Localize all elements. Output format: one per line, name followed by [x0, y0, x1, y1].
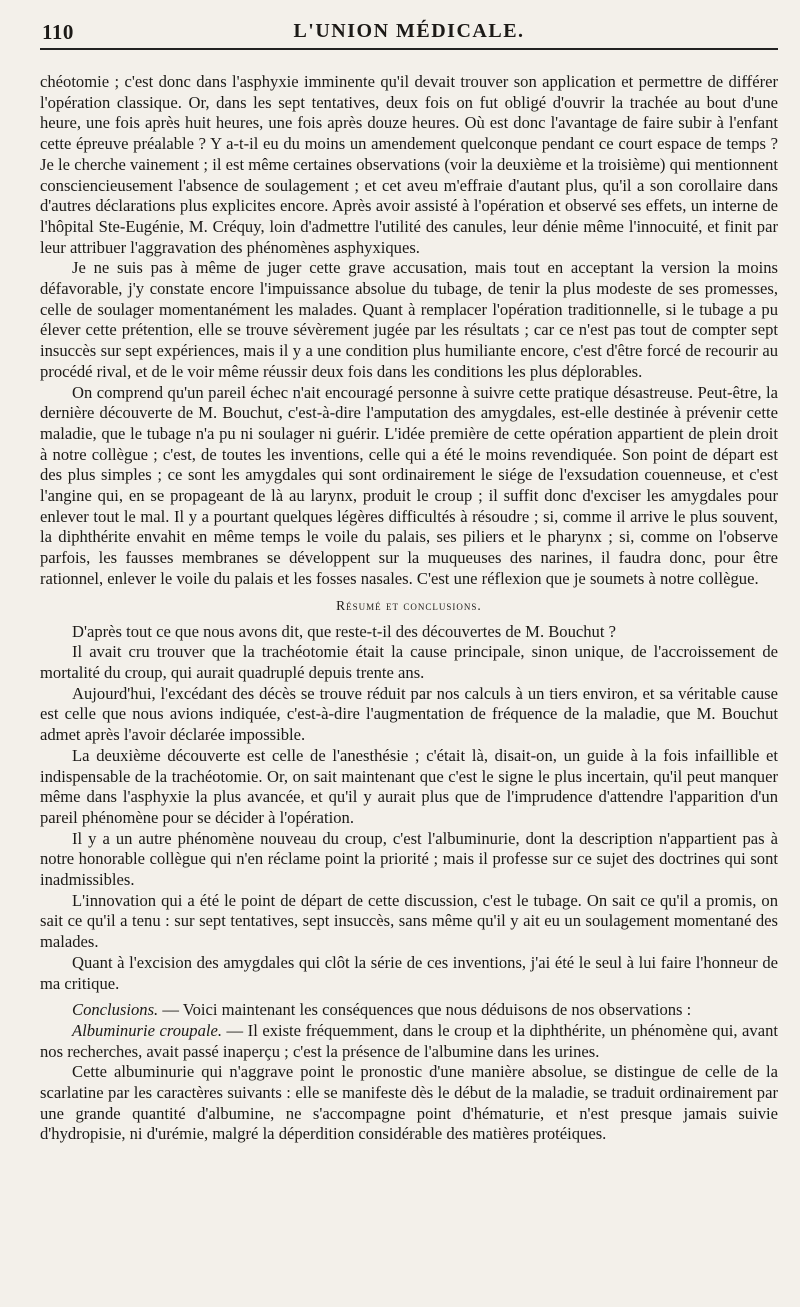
- paragraph: Cette albuminurie qui n'aggrave point le pronostic d'une manière absolue, se distingue de celle de la scarlatine par les caractères suivants : elle se manifeste dès le début de la maladie, se traduit ordinairement par une grande quantité d'albumine, ne s'accompagne point d'hématurie, et n'est presque jamais suivie d'hydropisie, ni d'urémie, malgré la déperdition considérable des matières protéiques.: [40, 1062, 778, 1144]
- paragraph: Aujourd'hui, l'excédant des décès se trouve réduit par nos calculs à un tiers environ, et sa véritable cause est celle que nous avions indiquée, c'est-à-dire l'augmentation de fréquence de la maladie, que M. Bouchut admet après l'avoir déclarée impossible.: [40, 683, 778, 745]
- conclusions-text: — Voici maintenant les conséquences que nous déduisons de nos observations :: [158, 1000, 692, 1020]
- paragraph: L'innovation qui a été le point de départ de cette discussion, c'est le tubage. On sait ce qu'il a promis, on sait ce qu'il a tenu : sur sept tentatives, sept insuccès, sans même qu'il y ait eu un soulagement momentané des malades.: [40, 890, 778, 952]
- paragraph: La deuxième découverte est celle de l'anesthésie ; c'était là, disait-on, un guide à la fois infaillible et indispensable de la trachéotomie. Or, on sait maintenant que c'est le signe le plus incertain, qu'il peut manquer même dans l'asphyxie la plus avancée, et qu'il y aurait plus que de l'imprudence d'attendre l'apparition d'un pareil phénomène pour se décider à l'opération.: [40, 745, 778, 827]
- conclusions-label: Conclusions.: [72, 1000, 159, 1020]
- body-text: [40, 72, 778, 1145]
- page-number: 110: [42, 20, 74, 44]
- paragraph: D'après tout ce que nous avons dit, que reste-t-il des découvertes de M. Bouchut ?: [72, 621, 616, 641]
- section-heading-text: Résumé et conclusions.: [336, 597, 482, 613]
- albuminuria-text: — Il existe fréquemment, dans le croup et la diphthérite, un phénomène qui, avant nos recherches, avait passé inaperçu ; c'est la présence de l'albumine dans les urines.: [40, 1020, 778, 1061]
- section-heading: [40, 597, 778, 615]
- albuminuria-label: Albuminurie croupale.: [72, 1020, 223, 1040]
- paragraph: chéotomie ; c'est donc dans l'asphyxie imminente qu'il devait trouver son application et permettre de différer l'opération classique. Or, dans les sept tentatives, deux fois on fut obligé d'ouvrir la trachée au bout d'une heure, une fois après huit heures, une fois après douze heures. Où est donc l'avantage de faire subir à l'enfant cette épreuve préalable ? Y a-t-il eu du moins un amendement quelconque pendant ce court espace de temps ? Je le cherche vainement ; il est même certaines observations (voir la deuxième et la troisième) qui mentionnent consciencieusement l'absence de soulagement ; et cet aveu m'effraie d'autant plus, qu'il a son corollaire dans d'autres déclarations plus explicites encore. Après avoir assisté à l'opération et observé ses effets, un interne de l'hôpital Ste-Eugénie, M. Créquy, loin d'admettre l'utilité des canules, leur dénie même l'innocuité, et finit par leur attribuer l'aggravation des phénomènes asphyxiques.: [40, 72, 778, 257]
- albuminuria-paragraph: [40, 1021, 778, 1062]
- running-title: L'UNION MÉDICALE.: [293, 20, 525, 42]
- paragraph: On comprend qu'un pareil échec n'ait encouragé personne à suivre cette pratique désastreuse. Peut-être, la dernière découverte de M. Bouchut, c'est-à-dire l'amputation des amygdales, est-elle destinée à prévenir cette maladie, que le tubage n'a pu ni soulager ni guérir. L'idée première de cette opération appartient de plein droit à notre collègue ; c'est, de toutes les inventions, celle qui a été le moins revendiquée. Son point de départ est des plus simples ; ce sont les amygdales qui sont ordinairement le siége de l'exsudation couenneuse, et c'est l'angine qui, en se propageant de là au larynx, produit le croup ; il suffit donc d'exciser les amygdales pour enlever tout le mal. Il y a pourtant quelques légères difficultés à résoudre ; si, comme il arrive le plus souvent, la diphthérite envahit en même temps le voile du palais, ses piliers et le pharynx ; si, comme on l'observe parfois, les fausses membranes se développent sur la muqueuses des narines, il faudra donc, pour être rationnel, enlever le voile du palais et les fosses nasales. C'est une réflexion que je soumets à notre collègue.: [40, 382, 778, 588]
- page-header: [40, 14, 778, 50]
- conclusions-paragraph: [40, 1000, 778, 1021]
- paragraph: Quant à l'excision des amygdales qui clôt la série de ces inventions, j'ai été le seul à lui faire l'honneur de ma critique.: [40, 952, 778, 993]
- paragraph: Il y a un autre phénomène nouveau du croup, c'est l'albuminurie, dont la description n'appartient pas à notre honorable collègue qui n'en réclame point la priorité ; mais il professe sur ce sujet des doctrines qui sont inadmissibles.: [40, 828, 778, 890]
- paragraph: Je ne suis pas à même de juger cette grave accusation, mais tout en acceptant la version la moins défavorable, j'y constate encore l'impuissance absolue du tubage, de tenir la plus modeste de ses promesses, celle de soulager momentanément les malades. Quant à remplacer l'opération traditionnelle, si le tubage a pu élever cette prétention, elle se trouve sévèrement jugée par les résultats ; car ce n'est pas tout de compter sept insuccès sur sept expériences, mais il y a une condition plus humiliante encore, c'est d'être forcé de recourir au procédé rival, et de le voir même réussir deux fois dans les conditions les plus déplorables.: [40, 258, 778, 381]
- paragraph: Il avait cru trouver que la trachéotomie était la cause principale, sinon unique, de l'accroissement de mortalité du croup, qui aurait quadruplé depuis trente ans.: [40, 642, 778, 682]
